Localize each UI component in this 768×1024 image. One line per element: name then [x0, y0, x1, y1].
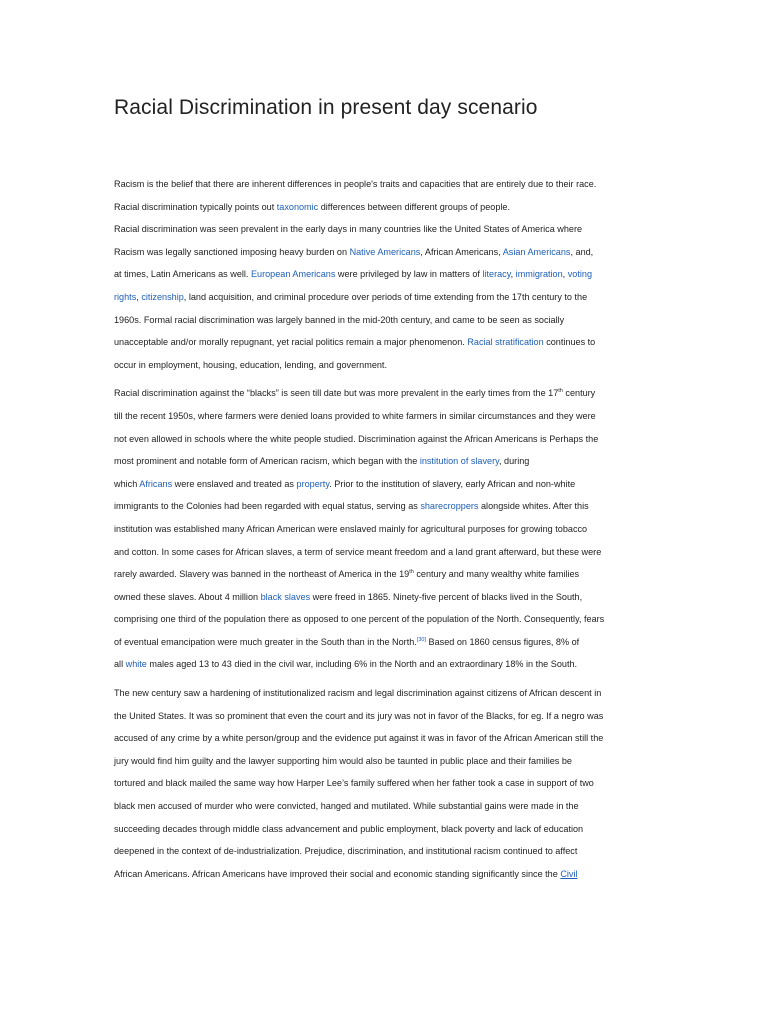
- text-span: of eventual emancipation were much greater in the South than in the North.: [114, 636, 417, 647]
- text-line: [114, 495, 659, 518]
- page-title: Racial Discrimination in present day scenario: [114, 96, 538, 119]
- link-africans[interactable]: Africans: [139, 478, 173, 489]
- text-line: succeeding decades through middle class advancement and public employment, black poverty and lack of education: [114, 823, 584, 834]
- text-span: ,: [562, 269, 568, 280]
- text-span: at times, Latin Americans as well.: [114, 269, 251, 280]
- text-span: all: [114, 659, 126, 670]
- text-line: [114, 196, 659, 219]
- text-span: Racial discrimination against the “blacks” is seen till date but was more prevalent in the early times from the 17: [114, 388, 559, 399]
- text-line: [114, 382, 659, 405]
- text-line: not even allowed in schools where the white people studied. Discrimination against the African Americans is Perhaps the: [114, 433, 599, 444]
- text-span: ,: [510, 269, 516, 280]
- text-line: [114, 473, 659, 496]
- text-line: [114, 450, 659, 473]
- link-voting-rights[interactable]: voting: [567, 269, 593, 280]
- text-line: till the recent 1950s, where farmers were denied loans provided to white farmers in similar circumstances and they were: [114, 410, 596, 421]
- link-voting-rights-cont[interactable]: rights: [114, 291, 137, 302]
- link-citizenship[interactable]: citizenship: [141, 291, 184, 302]
- text-span: century: [562, 388, 596, 399]
- text-line: tortured and black mailed the same way how Harper Lee’s family suffered when her father took a case in support of two: [114, 778, 594, 789]
- text-span: were freed in 1865. Ninety-five percent of blacks lived in the South,: [310, 591, 583, 602]
- link-institution-of-slavery[interactable]: institution of slavery: [419, 456, 499, 467]
- text-line: The new century saw a hardening of institutionalized racism and legal discrimination against citizens of African descent in: [114, 688, 602, 699]
- link-sharecroppers[interactable]: sharecroppers: [420, 501, 479, 512]
- text-span: unacceptable and/or morally repugnant, yet racial politics remain a major phenomenon.: [114, 337, 468, 348]
- paragraph-2: [114, 218, 659, 376]
- text-span: differences between different groups of people.: [318, 201, 510, 212]
- text-line: [114, 331, 659, 354]
- text-line: Racism is the belief that there are inherent differences in people's traits and capacities that are entirely due to their race.: [114, 179, 597, 189]
- link-civil-rights[interactable]: Civil: [560, 868, 578, 879]
- text-line: comprising one third of the population there as opposed to one percent of the population of the North. Consequently, fears: [114, 614, 605, 625]
- text-span: were enslaved and treated as: [172, 478, 297, 489]
- text-line: [114, 286, 659, 309]
- text-line: occur in employment, housing, education, lending, and government.: [114, 359, 387, 370]
- link-footnote-30[interactable]: [30]: [416, 636, 426, 643]
- text-line: Racial discrimination was seen prevalent in the early days in many countries like the United States of America where: [114, 224, 583, 235]
- text-span: , African Americans,: [420, 246, 503, 257]
- text-line: black men accused of murder who were convicted, hanged and mutilated. While substantial gains were made in the: [114, 801, 579, 812]
- text-span: Racism was legally sanctioned imposing heavy burden on: [114, 246, 350, 257]
- text-line: accused of any crime by a white person/group and the evidence put against it was in favor of the African American still the: [114, 733, 604, 744]
- paragraph-1: [114, 173, 659, 218]
- link-white[interactable]: white: [125, 659, 147, 670]
- text-span: , and,: [570, 246, 594, 257]
- document-body: [114, 173, 659, 885]
- text-line: [114, 586, 659, 609]
- paragraph-3: [114, 382, 659, 676]
- link-property[interactable]: property: [296, 478, 330, 489]
- link-black-slaves[interactable]: black slaves: [260, 591, 311, 602]
- text-line: the United States. It was so prominent that even the court and its jury was not in favor of the Blacks, for eg. If a negro was: [114, 710, 604, 721]
- text-line: deepened in the context of de-industrialization. Prejudice, discrimination, and institutional racism continued to affect: [114, 846, 578, 857]
- link-taxonomic[interactable]: taxonomic: [276, 201, 319, 212]
- link-racial-stratification[interactable]: Racial stratification: [467, 337, 544, 348]
- text-span: Based on 1860 census figures, 8% of: [426, 636, 580, 647]
- text-line: [114, 863, 659, 886]
- text-span: males aged 13 to 43 died in the civil war, including 6% in the North and an extraordinary 18% in the South.: [146, 659, 578, 670]
- text-line: [114, 263, 659, 286]
- text-span: century and many wealthy white families: [413, 569, 580, 580]
- text-span: . Prior to the institution of slavery, early African and non-white: [329, 478, 576, 489]
- text-span: which: [114, 478, 140, 489]
- text-line: and cotton. In some cases for African slaves, a term of service meant freedom and a land grant afterward, but these were: [114, 546, 602, 557]
- paragraph-4: [114, 682, 659, 885]
- link-literacy[interactable]: literacy: [482, 269, 511, 280]
- text-line: [114, 653, 659, 676]
- text-line: 1960s. Formal racial discrimination was largely banned in the mid-20th century, and came to be seen as socially: [114, 314, 565, 325]
- link-european-americans[interactable]: European Americans: [250, 269, 336, 280]
- text-line: [114, 563, 659, 586]
- text-span: owned these slaves. About 4 million: [114, 591, 261, 602]
- link-asian-americans[interactable]: Asian Americans: [502, 246, 571, 257]
- text-span: were privileged by law in matters of: [335, 269, 483, 280]
- text-span: , during: [499, 456, 530, 467]
- text-span: ,: [136, 291, 142, 302]
- text-span: rarely awarded. Slavery was banned in the northeast of America in the 19: [114, 569, 410, 580]
- superscript: th: [409, 569, 414, 576]
- text-line: [114, 241, 659, 264]
- text-span: most prominent and notable form of American racism, which began with the: [114, 456, 420, 467]
- text-span: , land acquisition, and criminal procedure over periods of time extending from the 17th century to the: [183, 291, 588, 302]
- link-native-americans[interactable]: Native Americans: [349, 246, 421, 257]
- text-line: jury would find him guilty and the lawyer supporting him would also be taunted in public place and their families be: [114, 755, 572, 766]
- text-line: institution was established many African American were enslaved mainly for agricultural purposes for growing tobacco: [114, 523, 588, 534]
- text-span: alongside whites. After this: [478, 501, 589, 512]
- link-immigration[interactable]: immigration: [515, 269, 563, 280]
- text-span: African Americans. African Americans have improved their social and economic standing significantly since the: [114, 868, 561, 879]
- text-span: Racial discrimination typically points out: [114, 201, 277, 212]
- text-span: immigrants to the Colonies had been regarded with equal status, serving as: [114, 501, 421, 512]
- superscript: th: [558, 388, 563, 395]
- text-line: [114, 631, 659, 654]
- text-span: continues to: [543, 337, 596, 348]
